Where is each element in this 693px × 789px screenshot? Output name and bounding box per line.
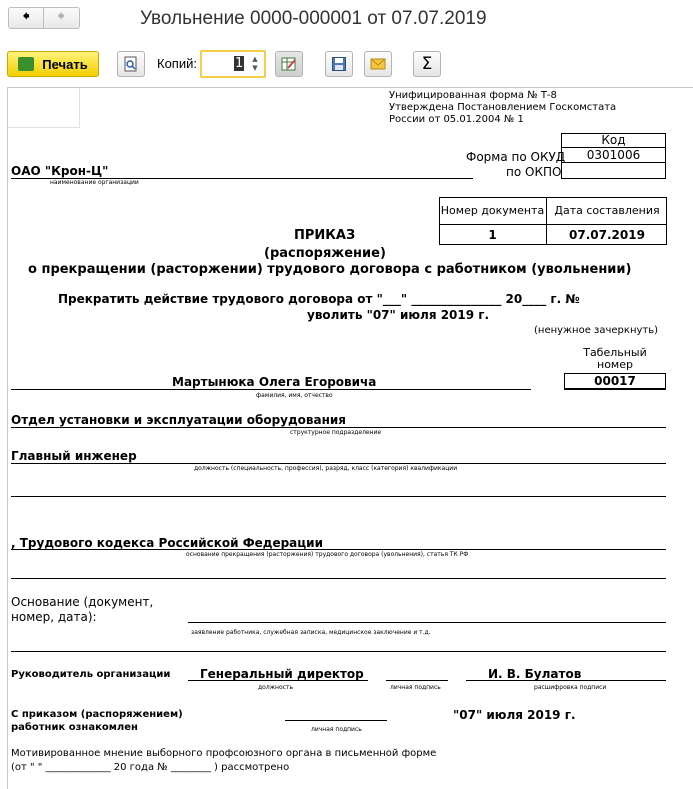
order-title: ПРИКАЗ bbox=[294, 228, 356, 243]
org-caption: наименование организации bbox=[50, 179, 139, 186]
arrow-left-icon: 🠸 bbox=[22, 6, 30, 25]
department-underline bbox=[11, 427, 666, 428]
head-name: И. В. Булатов bbox=[488, 667, 582, 681]
union-opinion-line1: Мотивированное мнение выборного профсоюзного органа в письменной форме bbox=[11, 748, 437, 759]
position-caption: должность (специальность, профессия), разряд, класс (категория) квалификации bbox=[194, 465, 458, 472]
doc-date-header: Дата составления bbox=[547, 197, 667, 225]
document-sheet bbox=[7, 87, 693, 789]
ack-sign-underline bbox=[285, 720, 387, 721]
form-header-line2: Утверждена Постановлением Госкомстата bbox=[389, 102, 617, 113]
window-header bbox=[0, 0, 693, 48]
back-button[interactable] bbox=[8, 7, 44, 29]
union-opinion-line2: (от " " _____________ 20 года № ________ ) рассмотрено bbox=[11, 762, 290, 773]
edit-table-icon bbox=[281, 56, 297, 72]
okud-label: Форма по ОКУД bbox=[466, 150, 566, 164]
basis-underline bbox=[188, 622, 666, 623]
preview-button[interactable] bbox=[117, 51, 145, 77]
dismiss-date: уволить "07" июля 2019 г. bbox=[307, 308, 490, 322]
employee-name: Мартынюка Олега Егоровича bbox=[172, 375, 377, 389]
print-button[interactable] bbox=[7, 51, 99, 77]
basis-label-line2: номер, дата): bbox=[11, 610, 97, 624]
edit-button[interactable] bbox=[275, 51, 303, 77]
ack-date: "07" июля 2019 г. bbox=[453, 708, 576, 722]
okpo-value bbox=[561, 163, 666, 179]
print-button-label: Печать bbox=[42, 56, 88, 72]
strike-note: (ненужное зачеркнуть) bbox=[534, 325, 659, 336]
order-description: о прекращении (расторжении) трудового договора с работником (увольнении) bbox=[28, 262, 632, 277]
grounds-underline bbox=[11, 549, 666, 550]
magnifier-icon bbox=[123, 56, 139, 72]
ack-sign-caption: личная подпись bbox=[311, 726, 362, 733]
sigma-icon: Σ bbox=[421, 54, 433, 74]
copies-value: 1 bbox=[235, 56, 244, 71]
position-extra-line bbox=[11, 496, 666, 497]
printer-icon bbox=[18, 57, 34, 71]
org-name: ОАО "Крон-Ц" bbox=[11, 164, 109, 178]
arrow-right-icon: 🠺 bbox=[57, 6, 66, 25]
department-caption: структурное подразделение bbox=[290, 429, 382, 436]
head-sign-underline bbox=[386, 680, 448, 681]
head-position: Генеральный директор bbox=[200, 667, 364, 681]
basis-label-line1: Основание (документ, bbox=[11, 595, 154, 609]
head-position-caption: должность bbox=[258, 684, 293, 691]
email-button[interactable] bbox=[364, 51, 392, 77]
form-header-line1: Унифицированная форма № Т-8 bbox=[389, 90, 557, 101]
grounds-extra-line bbox=[11, 578, 666, 579]
copies-label: Копий: bbox=[157, 56, 197, 71]
basis-caption: заявление работника, служебная записка, медицинское заключение и т.д. bbox=[191, 629, 431, 636]
department: Отдел установки и эксплуатации оборудования bbox=[11, 413, 347, 427]
save-button[interactable] bbox=[325, 51, 353, 77]
sum-button[interactable] bbox=[413, 51, 441, 77]
copies-spinner[interactable]: ▲ ▼ bbox=[252, 55, 258, 72]
okpo-label: по ОКПО bbox=[506, 165, 562, 179]
doc-date: 07.07.2019 bbox=[569, 228, 645, 242]
tab-number: 00017 bbox=[594, 374, 636, 388]
head-name-underline bbox=[466, 680, 666, 681]
terminate-line: Прекратить действие трудового договора от "___" _______________ 20____ г. № bbox=[58, 292, 580, 306]
basis-extra-line bbox=[11, 651, 666, 652]
window-title: Увольнение 0000-000001 от 07.07.2019 bbox=[140, 8, 487, 29]
head-position-underline bbox=[188, 680, 368, 681]
ack-label-line2: работник ознакомлен bbox=[11, 722, 138, 733]
copies-input[interactable] bbox=[200, 50, 266, 78]
grounds-caption: основание прекращения (расторжения) трудового договора (увольнения), статья ТК РФ bbox=[186, 551, 469, 558]
okud-value: 0301006 bbox=[561, 148, 666, 163]
order-subtitle: (распоряжение) bbox=[264, 246, 386, 261]
head-name-caption: расшифровка подписи bbox=[534, 684, 607, 691]
doc-number-header: Номер документа bbox=[439, 197, 547, 225]
ack-label-line1: С приказом (распоряжением) bbox=[11, 709, 183, 720]
position-underline bbox=[11, 463, 666, 464]
name-caption: фамилия, имя, отчество bbox=[256, 392, 333, 399]
head-label: Руководитель организации bbox=[11, 669, 171, 680]
doc-number: 1 bbox=[439, 225, 547, 245]
corner-cell bbox=[8, 88, 80, 128]
dismissal-grounds: , Трудового кодекса Российской Федерации bbox=[11, 536, 323, 550]
floppy-disk-icon bbox=[331, 56, 347, 72]
envelope-icon bbox=[370, 57, 386, 71]
head-sign-caption: личная подпись bbox=[390, 684, 441, 691]
tab-number-header: Табельный номер bbox=[583, 346, 647, 371]
code-header: Код bbox=[561, 133, 666, 148]
forward-button[interactable] bbox=[44, 7, 80, 29]
form-header-line3: России от 05.01.2004 № 1 bbox=[389, 114, 524, 125]
position: Главный инженер bbox=[11, 449, 137, 463]
employee-underline bbox=[11, 389, 531, 390]
